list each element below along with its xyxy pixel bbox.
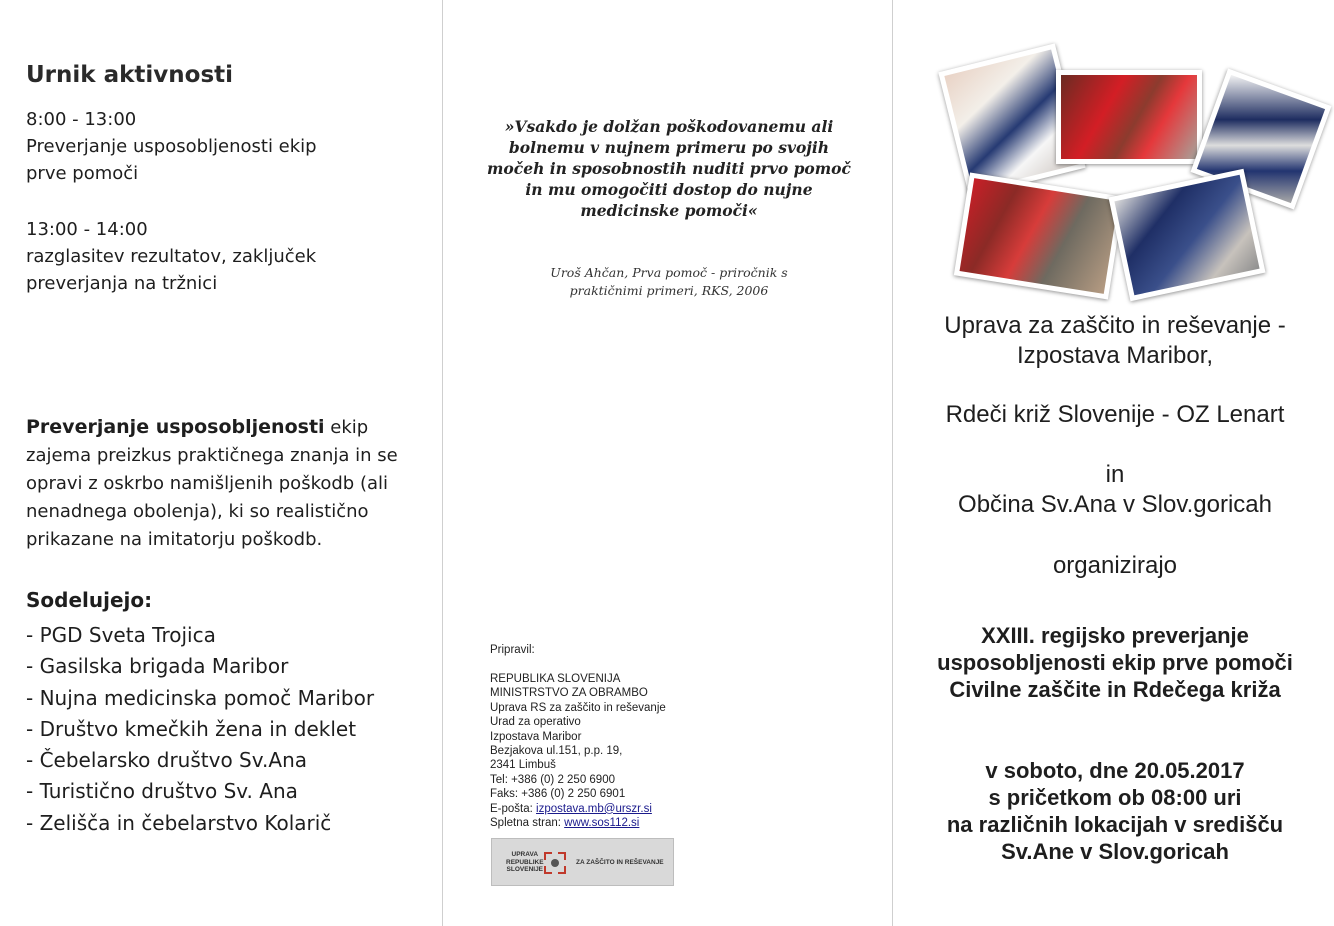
web-label: Spletna stran: (490, 817, 565, 830)
logo-text-right: ZA ZAŠČITO IN REŠEVANJE (576, 859, 664, 866)
schedule-time: 13:00 - 14:00 (26, 219, 148, 240)
quote-line: medicinske pomoči« (580, 201, 758, 220)
address-line: Urad za operativo (490, 716, 581, 729)
schedule-text: preverjanja na tržnici (26, 273, 218, 294)
event-detail-line: v soboto, dne 20.05.2017 (985, 758, 1245, 783)
event-details (896, 757, 1334, 865)
schedule-text: razglasitev rezultatov, zaključek (26, 246, 317, 267)
list-item: - Gasilska brigada Maribor (26, 654, 289, 679)
fold-line-left (442, 0, 443, 926)
description-text: ekip zajema preizkus praktičnega znanja in se opravi z oskrbo namišljenih poškodb (ali nenadnega obolenja), ki so realistično prikazane na imitatorju poškodb. (26, 417, 398, 550)
citation-line: Uroš Ahčan, Prva pomoč - priročnik s (550, 265, 788, 280)
description-bold: Preverjanje usposobljenosti (26, 416, 325, 438)
quote (486, 116, 852, 221)
urszr-logo (491, 838, 674, 886)
email-line (490, 802, 666, 816)
quote-line: močeh in sposobnostih nuditi prvo pomoč (487, 159, 851, 178)
photo-collage (946, 44, 1328, 304)
event-title-line: usposobljenosti ekip prve pomoči (937, 650, 1293, 675)
email-label: E-pošta: (490, 802, 537, 815)
organizer-line: Izpostava Maribor, (1016, 342, 1214, 369)
logo-line: SLOVENIJE (506, 866, 544, 873)
quote-line: bolnemu v nujnem primeru po svojih (508, 138, 830, 157)
logo-text-left (506, 851, 544, 874)
web-line (490, 816, 666, 830)
organization-address (490, 672, 666, 830)
address-line: Izpostava Maribor (490, 730, 582, 743)
schedule-item-1 (26, 106, 317, 187)
list-item: - PGD Sveta Trojica (26, 623, 216, 647)
schedule-title: Urnik aktivnosti (26, 62, 234, 88)
organizer-line: Uprava za zaščito in reševanje - (944, 312, 1286, 339)
event-title-line: XXIII. regijsko preverjanje (981, 623, 1249, 648)
photo-first-aid-4 (954, 172, 1124, 299)
photo-first-aid-2 (1056, 70, 1202, 164)
email-link[interactable]: izpostava.mb@urszr.si (536, 802, 652, 815)
address-line: Faks: +386 (0) 2 250 6901 (490, 788, 626, 801)
list-item: - Nujna medicinska pomoč Maribor (26, 685, 375, 710)
panel-right (896, 0, 1334, 926)
list-item: - Zelišča in čebelarstvo Kolarič (26, 810, 332, 835)
event-detail-line: na različnih lokacijah v središču (946, 812, 1284, 837)
citation-line: praktičnimi primeri, RKS, 2006 (569, 283, 769, 298)
organize-word: organizirajo (1052, 552, 1178, 579)
list-item: - Turistično društvo Sv. Ana (26, 779, 298, 804)
schedule-item-2 (26, 216, 316, 297)
logo-line: REPUBLIKE (506, 858, 544, 866)
quote-line: »Vsakdo je dolžan poškodovanemu ali (504, 117, 834, 136)
fold-line-right (892, 0, 893, 926)
logo-line: UPRAVA (511, 851, 539, 858)
address-line: Bezjakova ul.151, p.p. 19, (490, 745, 623, 758)
schedule-time: 8:00 - 13:00 (26, 109, 137, 130)
address-line: Uprava RS za zaščito in reševanje (490, 701, 666, 714)
list-item: - Čebelarsko društvo Sv.Ana (26, 748, 307, 773)
panel-left (0, 0, 440, 926)
web-link[interactable]: www.sos112.si (564, 817, 640, 830)
and-word: in (1105, 461, 1125, 488)
quote-citation (516, 264, 822, 300)
schedule-text: prve pomoči (26, 163, 139, 184)
prepared-by-label: Pripravil: (490, 644, 535, 656)
description-paragraph (26, 413, 426, 554)
event-title-line: Civilne zaščite in Rdečega križa (949, 677, 1281, 702)
participants-title: Sodelujejo: (26, 588, 153, 612)
event-detail-line: s pričetkom ob 08:00 uri (988, 785, 1242, 810)
schedule-text: Preverjanje usposobljenosti ekip (26, 136, 317, 157)
event-detail-line: Sv.Ane v Slov.goricah (1001, 839, 1229, 864)
panel-middle (446, 0, 890, 926)
address-line: 2341 Limbuš (490, 759, 556, 772)
organizer-block-3: Občina Sv.Ana v Slov.goricah (958, 491, 1272, 518)
address-line: Tel: +386 (0) 2 250 6900 (490, 773, 615, 786)
participants-list (26, 620, 374, 839)
photo-first-aid-5 (1108, 169, 1265, 301)
address-line: REPUBLIKA SLOVENIJA (490, 673, 621, 685)
quote-line: in mu omogočiti dostop do nujne (525, 180, 813, 199)
event-title (896, 622, 1334, 703)
logo-mark-icon (544, 852, 566, 874)
organizer-block-1 (896, 311, 1334, 371)
organizer-block-2: Rdeči križ Slovenije - OZ Lenart (945, 401, 1285, 428)
list-item: - Društvo kmečkih žena in deklet (26, 716, 357, 741)
address-line: MINISTRSTVO ZA OBRAMBO (490, 687, 648, 700)
